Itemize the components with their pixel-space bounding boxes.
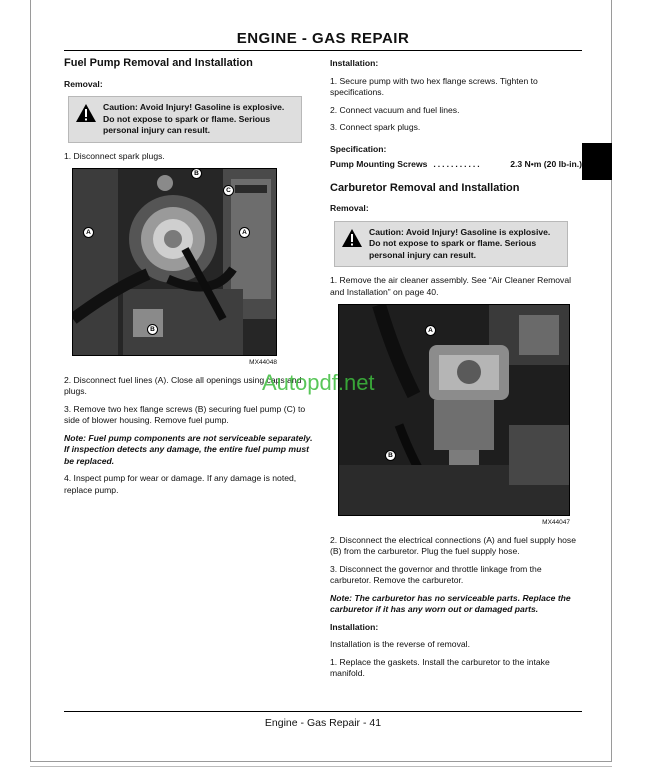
carburetor-heading: Carburetor Removal and Installation <box>330 181 520 194</box>
warning-icon <box>75 103 97 123</box>
carb-installation-label: Installation: <box>330 621 379 632</box>
carb-note: Note: The carburetor has no serviceable parts. Replace the carburetor if it has any worn out or damaged parts. <box>330 592 571 614</box>
removal-step-4: 4. Inspect pump for wear or damage. If any damage is noted, replace pump. <box>64 473 297 495</box>
fuel-pump-heading: Fuel Pump Removal and Installation <box>64 57 253 69</box>
carb-installation-step-1: 1. Replace the gaskets. Install the carburetor to the intake manifold. <box>330 656 550 678</box>
specification-label: Specification: <box>330 143 387 154</box>
installation-step-1: 1. Secure pump with two hex flange screws. Tighten to specifications. <box>330 75 538 97</box>
installation-label: Installation: <box>330 58 379 68</box>
callout-a: A <box>425 325 436 336</box>
page-title: ENGINE - GAS REPAIR <box>236 30 410 47</box>
removal-step-3: 3. Remove two hex flange screws (B) securing fuel pump (C) to side of blower housing. Remove fuel pump. <box>64 403 306 425</box>
carburetor-illustration <box>339 305 570 516</box>
carb-installation-intro: Installation is the reverse of removal. <box>330 639 470 649</box>
carburetor-photo <box>338 304 570 516</box>
fuel-pump-photo <box>72 168 277 356</box>
figure-id: MX44048 <box>249 359 277 366</box>
spec-value: 2.3 N•m (20 lb-in.) <box>510 159 582 169</box>
left-column <box>64 58 314 502</box>
footer-rule <box>64 711 582 712</box>
callout-a: A <box>239 227 250 238</box>
caution-text: Caution: Avoid Injury! Gasoline is explosive. Do not expose to spark or flame. Serious personal injury can result. <box>369 226 551 260</box>
installation-step-3: 3. Connect spark plugs. <box>330 122 421 132</box>
caution-text: Caution: Avoid Injury! Gasoline is explosive. Do not expose to spark or flame. Serious personal injury can result. <box>103 102 285 135</box>
callout-c: C <box>223 185 234 196</box>
spec-leader: ........... <box>433 159 482 169</box>
removal-step-2: 2. Disconnect fuel lines (A). Close all openings using caps and plugs. <box>64 374 302 396</box>
section-tab <box>582 143 612 180</box>
callout-b: B <box>385 450 396 461</box>
watermark: Autopdf.net <box>262 370 375 395</box>
removal-label: Removal: <box>64 78 103 89</box>
callout-b: B <box>147 324 158 335</box>
caution-box <box>68 96 302 143</box>
page-footer: Engine - Gas Repair - 41 <box>264 717 382 729</box>
removal-step-1: 1. Disconnect spark plugs. <box>64 150 165 161</box>
next-page-edge <box>30 766 612 771</box>
warning-icon <box>341 228 363 248</box>
fuel-pump-illustration <box>73 169 277 356</box>
carb-removal-step-2: 2. Disconnect the electrical connections (A) and fuel supply hose (B) from the carburetor. Plug the fuel supply hose. <box>330 534 577 556</box>
spec-row <box>330 159 582 171</box>
figure-id: MX44047 <box>542 519 570 526</box>
caution-box <box>334 221 568 268</box>
title-rule <box>64 50 582 51</box>
carb-removal-step-1: 1. Remove the air cleaner assembly. See “Air Cleaner Removal and Installation” on page 40. <box>330 275 572 297</box>
carb-removal-step-3: 3. Disconnect the governor and throttle linkage from the carburetor. Remove the carburetor. <box>330 563 542 585</box>
installation-step-2: 2. Connect vacuum and fuel lines. <box>330 104 460 115</box>
note: Note: Fuel pump components are not serviceable separately. If inspection detects any damage, the entire fuel pump must be replaced. <box>64 432 313 466</box>
callout-a: A <box>83 227 94 238</box>
spec-name: Pump Mounting Screws <box>330 159 428 169</box>
callout-b: B <box>191 168 202 179</box>
carb-removal-label: Removal: <box>330 203 369 213</box>
